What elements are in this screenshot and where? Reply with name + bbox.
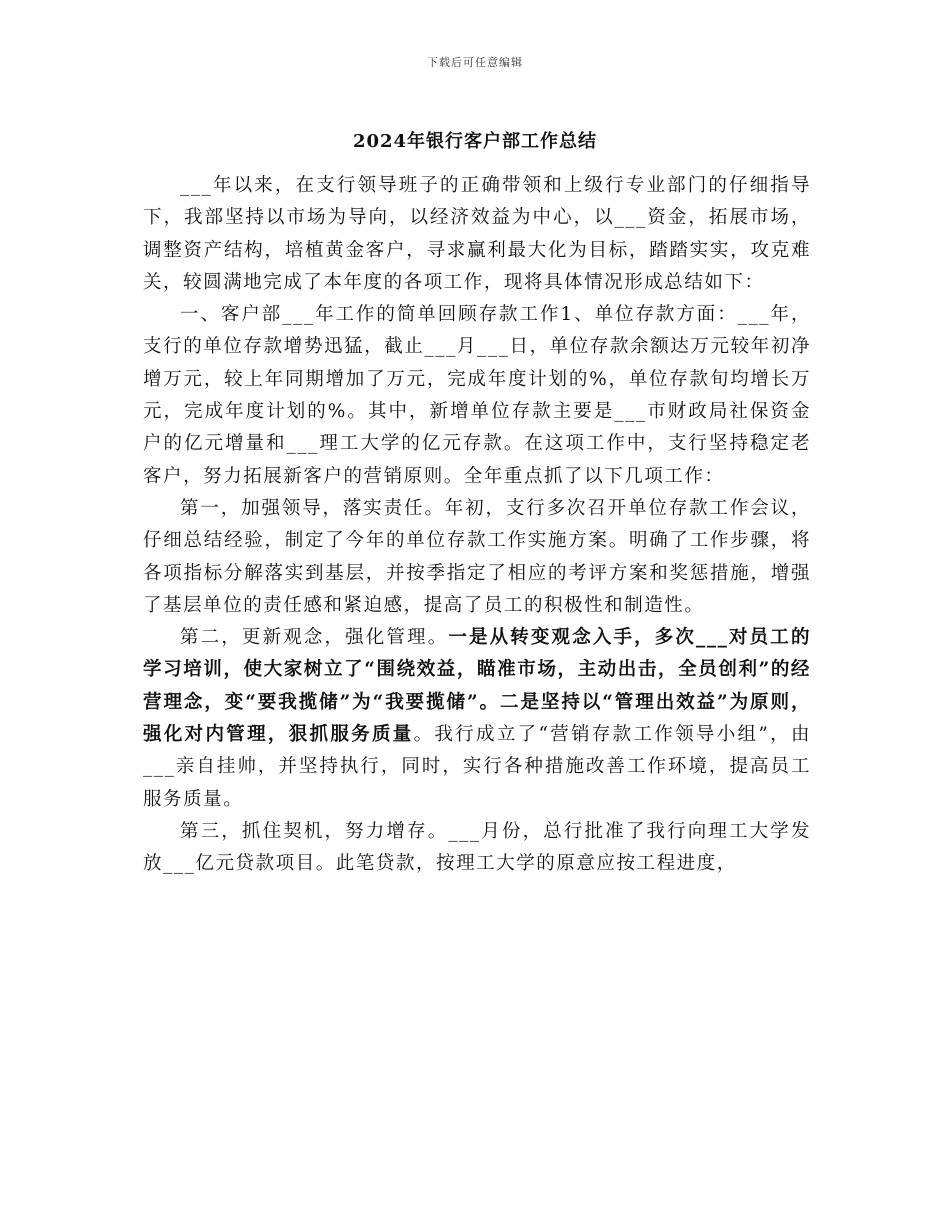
paragraph-point-first: 第一，加强领导，落实责任。年初，支行多次召开单位存款工作会议，仔细总结经验，制定了今年的单位存款工作实施方案。明确了工作步骤，将各项指标分解落实到基层，并按季指定了相应的考评方案和奖惩措施，增强了基层单位的责任感和紧迫感，提高了员工的积极性和制造性。	[143, 497, 811, 616]
paragraph-point-second	[143, 622, 811, 816]
document-title: 2024年银行客户部工作总结	[352, 131, 598, 152]
paragraph-point-second-lead: 第二，更新观念，强化管理。	[180, 627, 449, 649]
header-note: 下载后可任意编辑	[427, 56, 523, 69]
paragraph-intro: ___年以来，在支行领导班子的正确带领和上级行专业部门的仔细指导下，我部坚持以市场为导向，以经济效益为中心，以___资金，拓展市场，调整资产结构，培植黄金客户，寻求赢利最大化为目标，踏踏实实，攻克难关，较圆满地完成了本年度的各项工作，现将具体情况形成总结如下：	[143, 175, 811, 293]
paragraph-point-second-bold: 一是从转变观念入手，多次___对员工的学习培训，使大家树立了“围绕效益，瞄准市场，主动出击，全员创利”的经营理念，变“要我揽储”为“我要揽储”。二是坚持以“管理出效益”为原则，强化对内管理，狠抓服务质量	[143, 627, 812, 746]
paragraph-section-one: 一、客户部___年工作的简单回顾存款工作1、单位存款方面：___年，支行的单位存款增势迅猛，截止___月___日，单位存款余额达万元较年初净增万元，较上年同期增加了万元，完成年度计划的%，单位存款旬均增长万元，完成年度计划的%。其中，新增单位存款主要是___市财政局社保资金户的亿元增量和___理工大学的亿元存款。在这项工作中，支行坚持稳定老客户，努力拓展新客户的营销原则。全年重点抓了以下几项工作：	[143, 304, 811, 487]
paragraph-point-third: 第三，抓住契机，努力增存。___月份，总行批准了我行向理工大学发放___亿元贷款项目。此笔贷款，按理工大学的原意应按工程进度，	[143, 820, 811, 875]
document-body	[143, 170, 811, 881]
paragraph-point-second-tail: 。我行成立了“营销存款工作领导小组”，由___亲自挂帅，并坚持执行，同时，实行各种措施改善工作环境，提高员工服务质量。	[143, 724, 811, 810]
